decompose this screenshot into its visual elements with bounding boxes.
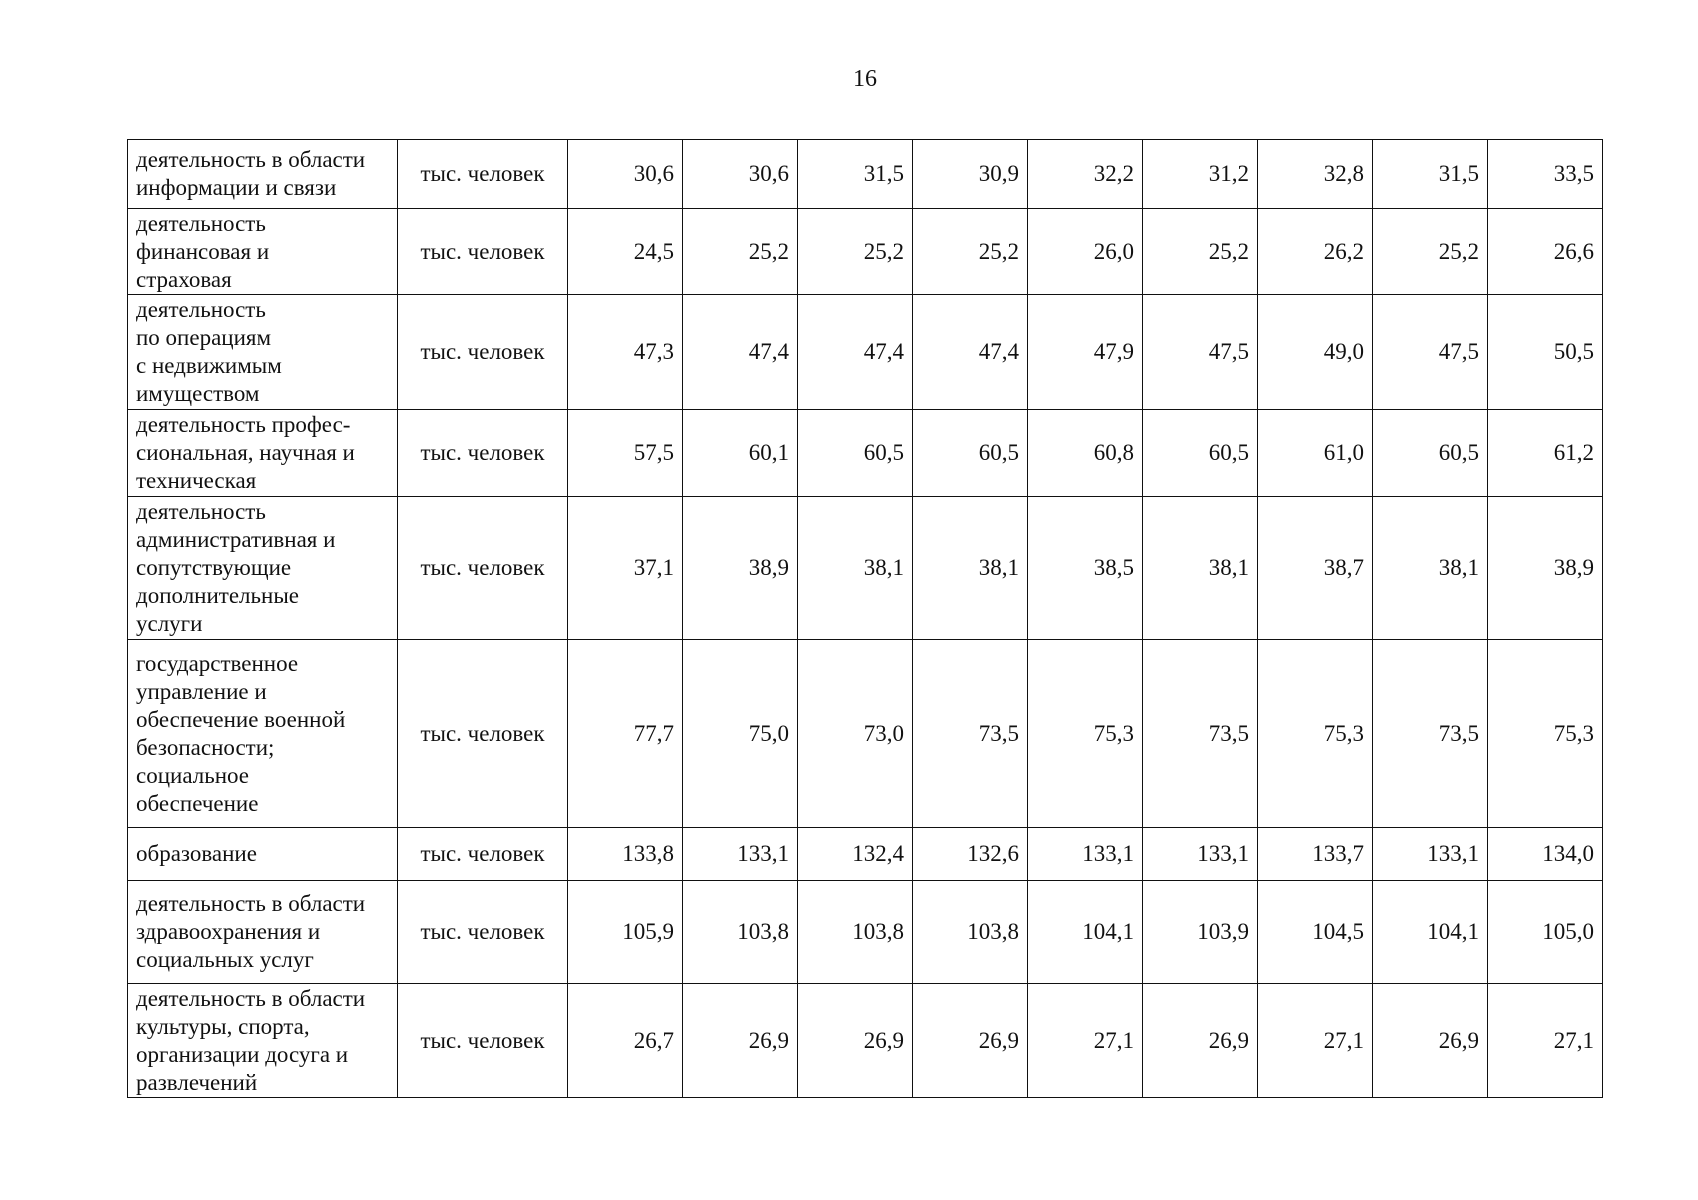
value-cell: 38,5 <box>1028 497 1143 640</box>
value-cell: 27,1 <box>1488 984 1603 1098</box>
table-row <box>128 140 1603 209</box>
category-cell <box>128 828 398 881</box>
category-cell <box>128 410 398 497</box>
value-cell: 33,5 <box>1488 140 1603 209</box>
category-cell <box>128 497 398 640</box>
table-row <box>128 640 1603 828</box>
value-cell: 25,2 <box>913 209 1028 295</box>
category-line: сопутствующие <box>136 555 292 580</box>
value-cell: 103,8 <box>798 881 913 984</box>
value-cell: 26,9 <box>1373 984 1488 1098</box>
category-line: образование <box>136 841 257 866</box>
value-cell: 32,8 <box>1258 140 1373 209</box>
value-cell: 103,9 <box>1143 881 1258 984</box>
value-cell: 57,5 <box>568 410 683 497</box>
category-cell <box>128 984 398 1098</box>
category-line: информации и связи <box>136 175 337 200</box>
value-cell: 47,4 <box>798 295 913 410</box>
category-cell <box>128 209 398 295</box>
value-cell: 38,7 <box>1258 497 1373 640</box>
value-cell: 26,6 <box>1488 209 1603 295</box>
value-cell: 133,1 <box>683 828 798 881</box>
value-cell: 132,4 <box>798 828 913 881</box>
table-row <box>128 209 1603 295</box>
value-cell: 38,1 <box>798 497 913 640</box>
value-cell: 134,0 <box>1488 828 1603 881</box>
category-line: деятельность в области <box>136 985 366 1011</box>
value-cell: 26,2 <box>1258 209 1373 295</box>
value-cell: 26,9 <box>913 984 1028 1098</box>
table-row <box>128 497 1603 640</box>
value-cell: 75,3 <box>1258 640 1373 828</box>
value-cell: 38,9 <box>683 497 798 640</box>
value-cell: 133,8 <box>568 828 683 881</box>
category-line: управление и <box>136 678 267 704</box>
category-line: с недвижимым <box>136 353 282 378</box>
value-cell: 26,0 <box>1028 209 1143 295</box>
category-line: развлечений <box>136 1069 258 1095</box>
category-line: деятельность в области <box>136 891 366 916</box>
value-cell: 24,5 <box>568 209 683 295</box>
value-cell: 60,5 <box>798 410 913 497</box>
value-cell: 73,5 <box>1373 640 1488 828</box>
category-line: безопасности; <box>136 734 275 760</box>
data-table <box>127 139 1603 1098</box>
value-cell: 103,8 <box>913 881 1028 984</box>
category-cell <box>128 881 398 984</box>
table-row <box>128 410 1603 497</box>
value-cell: 47,3 <box>568 295 683 410</box>
value-cell: 25,2 <box>798 209 913 295</box>
category-line: техническая <box>136 468 257 493</box>
value-cell: 105,0 <box>1488 881 1603 984</box>
unit-cell: тыс. человек <box>398 828 568 881</box>
value-cell: 38,1 <box>913 497 1028 640</box>
category-line: культуры, спорта, <box>136 1013 310 1039</box>
value-cell: 47,5 <box>1143 295 1258 410</box>
value-cell: 37,1 <box>568 497 683 640</box>
value-cell: 60,5 <box>913 410 1028 497</box>
unit-cell: тыс. человек <box>398 410 568 497</box>
value-cell: 75,3 <box>1028 640 1143 828</box>
category-line: имуществом <box>136 381 260 406</box>
value-cell: 30,9 <box>913 140 1028 209</box>
category-line: финансовая и <box>136 238 270 264</box>
value-cell: 50,5 <box>1488 295 1603 410</box>
value-cell: 60,5 <box>1143 410 1258 497</box>
table-row <box>128 295 1603 410</box>
value-cell: 26,9 <box>1143 984 1258 1098</box>
value-cell: 73,0 <box>798 640 913 828</box>
unit-cell: тыс. человек <box>398 140 568 209</box>
category-line: социальное <box>136 762 250 788</box>
category-line: государственное <box>136 650 299 676</box>
value-cell: 32,2 <box>1028 140 1143 209</box>
value-cell: 31,5 <box>1373 140 1488 209</box>
value-cell: 31,5 <box>798 140 913 209</box>
value-cell: 73,5 <box>1143 640 1258 828</box>
value-cell: 47,9 <box>1028 295 1143 410</box>
value-cell: 26,9 <box>798 984 913 1098</box>
value-cell: 75,3 <box>1488 640 1603 828</box>
table-row <box>128 828 1603 881</box>
value-cell: 25,2 <box>683 209 798 295</box>
value-cell: 27,1 <box>1258 984 1373 1098</box>
value-cell: 27,1 <box>1028 984 1143 1098</box>
category-line: деятельность <box>136 499 266 524</box>
value-cell: 75,0 <box>683 640 798 828</box>
unit-cell: тыс. человек <box>398 881 568 984</box>
value-cell: 31,2 <box>1143 140 1258 209</box>
unit-cell: тыс. человек <box>398 209 568 295</box>
category-line: здравоохранения и <box>136 919 321 944</box>
category-line: обеспечение <box>136 790 259 816</box>
table-row <box>128 881 1603 984</box>
unit-cell: тыс. человек <box>398 640 568 828</box>
page-number: 16 <box>853 66 877 92</box>
category-line: социальных услуг <box>136 947 314 972</box>
value-cell: 60,5 <box>1373 410 1488 497</box>
value-cell: 61,2 <box>1488 410 1603 497</box>
value-cell: 104,1 <box>1028 881 1143 984</box>
value-cell: 26,7 <box>568 984 683 1098</box>
unit-cell: тыс. человек <box>398 295 568 410</box>
value-cell: 104,1 <box>1373 881 1488 984</box>
value-cell: 133,1 <box>1373 828 1488 881</box>
value-cell: 73,5 <box>913 640 1028 828</box>
value-cell: 38,9 <box>1488 497 1603 640</box>
unit-cell: тыс. человек <box>398 984 568 1098</box>
value-cell: 61,0 <box>1258 410 1373 497</box>
category-line: деятельность профес- <box>136 412 351 437</box>
value-cell: 104,5 <box>1258 881 1373 984</box>
value-cell: 47,5 <box>1373 295 1488 410</box>
value-cell: 30,6 <box>683 140 798 209</box>
table-body <box>128 140 1603 1098</box>
value-cell: 133,1 <box>1143 828 1258 881</box>
category-line: организации досуга и <box>136 1041 349 1067</box>
value-cell: 30,6 <box>568 140 683 209</box>
value-cell: 60,1 <box>683 410 798 497</box>
value-cell: 47,4 <box>913 295 1028 410</box>
category-line: административная и <box>136 527 336 552</box>
value-cell: 25,2 <box>1373 209 1488 295</box>
category-line: сиональная, научная и <box>136 440 355 465</box>
category-cell <box>128 640 398 828</box>
value-cell: 133,7 <box>1258 828 1373 881</box>
table-row <box>128 984 1603 1098</box>
category-cell <box>128 295 398 410</box>
value-cell: 38,1 <box>1373 497 1488 640</box>
value-cell: 133,1 <box>1028 828 1143 881</box>
value-cell: 26,9 <box>683 984 798 1098</box>
value-cell: 103,8 <box>683 881 798 984</box>
category-line: услуги <box>136 611 203 636</box>
value-cell: 132,6 <box>913 828 1028 881</box>
value-cell: 77,7 <box>568 640 683 828</box>
category-line: по операциям <box>136 325 272 350</box>
category-line: страховая <box>136 266 232 292</box>
value-cell: 105,9 <box>568 881 683 984</box>
value-cell: 38,1 <box>1143 497 1258 640</box>
category-line: деятельность <box>136 297 266 322</box>
category-line: деятельность <box>136 210 266 236</box>
value-cell: 25,2 <box>1143 209 1258 295</box>
value-cell: 47,4 <box>683 295 798 410</box>
category-line: обеспечение военной <box>136 706 346 732</box>
value-cell: 49,0 <box>1258 295 1373 410</box>
category-line: дополнительные <box>136 583 299 608</box>
unit-cell: тыс. человек <box>398 497 568 640</box>
category-cell <box>128 140 398 209</box>
value-cell: 60,8 <box>1028 410 1143 497</box>
category-line: деятельность в области <box>136 147 366 172</box>
